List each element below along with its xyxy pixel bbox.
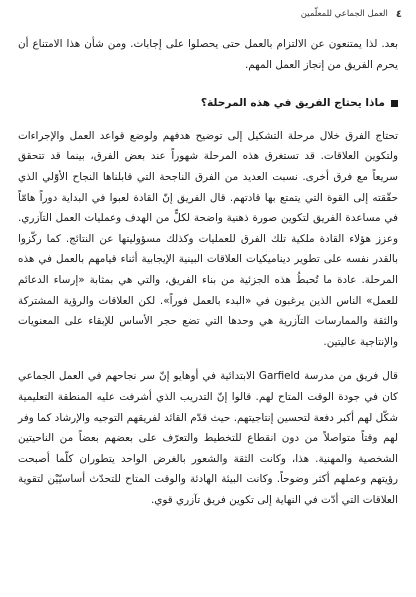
running-header-title: العمل الجماعي للمعلّمين — [300, 9, 388, 19]
intro-paragraph: بعد. لذا يمتنعون عن الالتزام بالعمل حتى يحصلوا على إجابات. ومن شأن هذا الامتناع أن يحرم الفريق من إنجاز العمل المهم. — [18, 38, 398, 71]
section-heading — [18, 93, 398, 114]
section-heading-text: ماذا يحتاج الفريق في هذه المرحلة؟ — [200, 97, 385, 110]
page-number: ٤ — [395, 8, 402, 20]
running-header — [14, 6, 402, 22]
body-paragraph-1: تحتاج الفرق خلال مرحلة التشكيل إلى توضيح هدفهم ولوضع قواعد العمل والإجراءات ولتكوين العلاقات. قد تستغرق هذه المرحلة شهوراً عند بعض الفرق، بينما قد تتحقق سريعاً مع فرق أخرى. نسبت العديد من الفرق الناجحة التي قابلناها النجاح الأوّلي الذي حقّقته إلى القوة التي يتمتع بها قادتهم. قال الفريق إنّ القادة لعبوا في البداية دوراً هامّاً في مساعدة الفريق لتكوين صورة ذهنية واضحة لكلٍّ من الهدف وعمليات العمل التآزري. وعزز هؤلاء القادة ملكية تلك الفرق للعمليات وكذلك مسؤوليتها عن النتائج. كما ركّزوا بالقدر نفسه على تطوير ديناميكيات العلاقات البينية الإيجابية أثناء قيامهم بالعمل في هذه المرحلة. عادة ما تُحبطُ هذه الجزئية من بناء الفريق، والتي هي بمثابة «إرساء الدعائم للعمل» الناس الذين يرغبون في «البدء بالعمل فوراً». لكن العلاقات والرؤية المشتركة والثقة والممارسات التآزرية هي وحدها التي تضع حجر الأساس للإبقاء على المعنويات والإنتاجية عاليتين. — [18, 129, 398, 348]
body-paragraph-2: قال فريق من مدرسة Garfield الابتدائية في أوهايو إنّ سر نجاحهم في العمل الجماعي كان في جودة الوقت المتاح لهم. قالوا إنّ التدريب الذي أشرفت عليه المنطقة التعليمية شكّل لهم أكبر دفعة لتحسين إنتاجيتهم. حيث قدّم القائد لفريقهم التوجيه والإرشاد كما وفر لهم وقتاً متواصلاً من دون انقطاع للتخطيط والتعرّف على بعضهم بعضاً من الناحيتين الشخصية والمهنية. هذا، وكانت الثقة والشعور بالغرض الواحد يتطوران كلّما أصبحت رؤيتهم وعملهم أكثر وضوحاً. وكانت البيئة الهادئة والوقت المتاح للتحدّث أساسيّيْن لتقوية العلاقات التي أدّت في النهاية إلى تكوين فريق تآزري قوي. — [18, 370, 398, 506]
square-bullet-icon — [391, 100, 398, 107]
page-body — [18, 34, 398, 524]
